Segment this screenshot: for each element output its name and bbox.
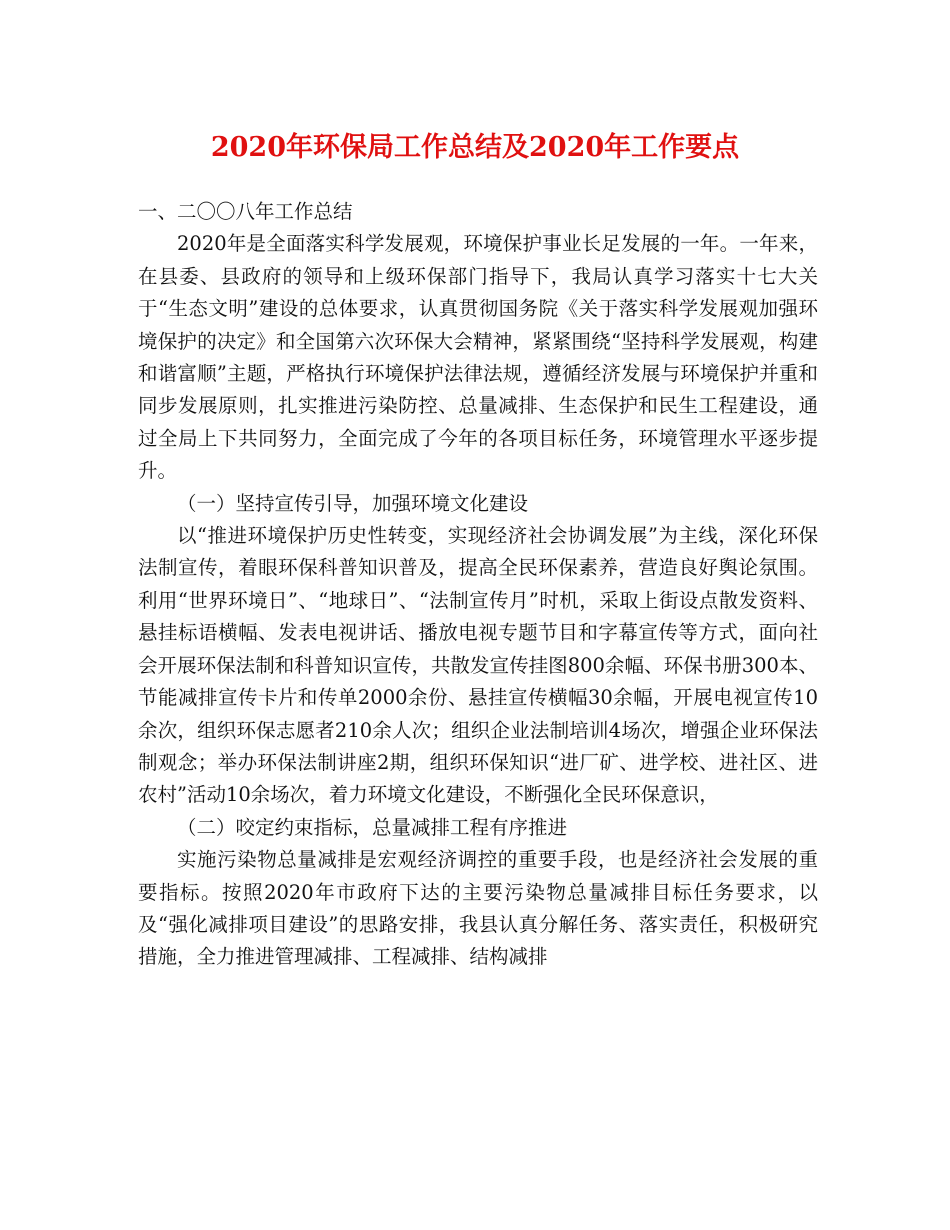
paragraph: 2020年是全面落实科学发展观，环境保护事业长足发展的一年。一年来，在县委、县政府的领导和上级环保部门指导下，我局认真学习落实十七大关于“生态文明”建设的总体要求，认真贯彻国务院《关于落实科学发展观加强环境保护的决定》和全国第六次环保大会精神，紧紧围绕“坚持科学发展观，构建和谐富顺”主题，严格执行环境保护法律法规，遵循经济发展与环境保护并重和同步发展原则，扎实推进污染防控、总量减排、生态保护和民生工程建设，通过全局上下共同努力，全面完成了今年的各项目标任务，环境管理水平逐步提升。 — [138, 232, 818, 483]
section-heading: 一、二〇〇八年工作总结 — [138, 200, 353, 223]
document-title: 2020年环保局工作总结及2020年工作要点 — [210, 132, 740, 163]
subsection-heading: （一）坚持宣传引导，加强环境文化建设 — [177, 491, 529, 515]
paragraph: 实施污染物总量减排是宏观经济调控的重要手段，也是经济社会发展的重要指标。按照2020年市政府下达的主要污染物总量减排目标任务要求，以及“强化减排项目建设”的思路安排，我县认真分解任务、落实责任，积极研究措施，全力推进管理减排、工程减排、结构减排 — [138, 848, 818, 969]
document-body — [138, 196, 818, 974]
subsection-heading: （二）咬定约束指标，总量减排工程有序推进 — [177, 815, 568, 839]
paragraph: 以“推进环境保护历史性转变，实现经济社会协调发展”为主线，深化环保法制宣传，着眼环保科普知识普及，提高全民环保素养，营造良好舆论氛围。利用“世界环境日”、“地球日”、“法制宣传月”时机，采取上街设点散发资料、悬挂标语横幅、发表电视讲话、播放电视专题节目和字幕宣传等方式，面向社会开展环保法制和科普知识宣传，共散发宣传挂图800余幅、环保书册300本、节能减排宣传卡片和传单2000余份、悬挂宣传横幅30余幅，开展电视宣传10余次，组织环保志愿者210余人次；组织企业法制培训4场次，增强企业环保法制观念；举办环保法制讲座2期，组织环保知识“进厂矿、进学校、进社区、进农村”活动10余场次，着力环境文化建设，不断强化全民环保意识， — [138, 524, 818, 807]
